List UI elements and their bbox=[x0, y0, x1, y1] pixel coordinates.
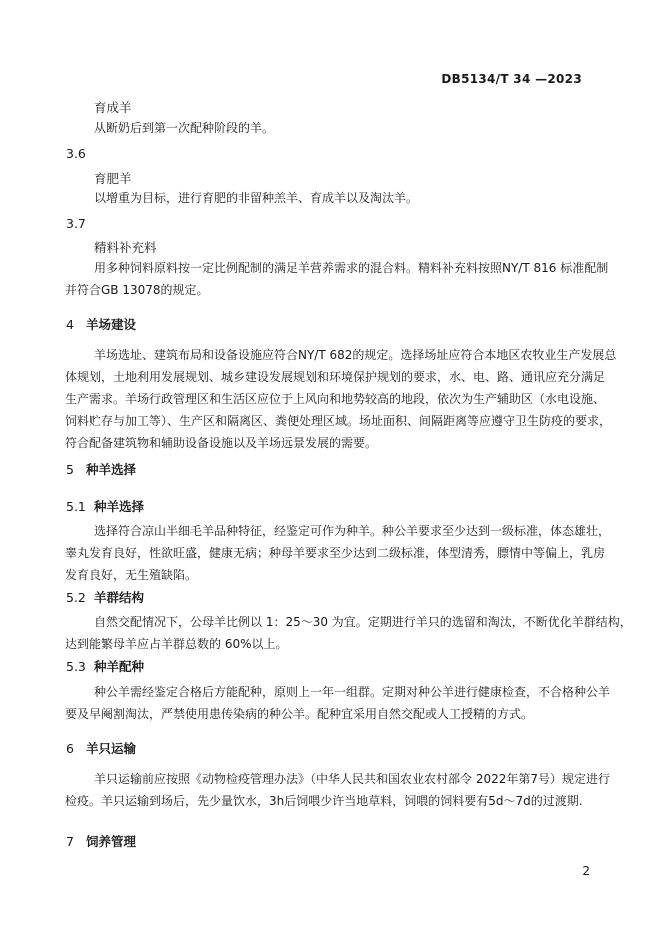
text-line: 并符合GB 13078的规定。 bbox=[65, 283, 209, 297]
text-line: 发育良好，无生殖缺陷。 bbox=[65, 568, 198, 582]
section-number: 7 bbox=[66, 834, 74, 849]
text-line: 达到能繁母羊应占羊群总数的 60%以上。 bbox=[65, 637, 288, 651]
section-title: 饲养管理 bbox=[86, 834, 137, 849]
text-line: 检疫。羊只运输到场后，先少量饮水，3h后饲喂少许当地草料，饲喂的饲料要有5d～7d的过渡期. bbox=[65, 794, 583, 808]
text-line: 种公羊需经鉴定合格后方能配种，原则上一年一组群。定期对种公羊进行健康检查，不合格种公羊 bbox=[94, 685, 611, 699]
section-paragraph bbox=[65, 681, 611, 725]
section-paragraph bbox=[65, 344, 617, 454]
subsection-title: 种羊配种 bbox=[94, 659, 145, 674]
text-line: 体规划，土地利用发展规划、城乡建设发展规划和环境保护规划的要求，水、电、路、通讯应充分满足 bbox=[65, 370, 606, 384]
term-definition bbox=[65, 257, 609, 301]
term-definition: 以增重为目标，进行育肥的非留种羔羊、育成羊以及淘汰羊。 bbox=[94, 191, 419, 205]
clause-number: 3.7 bbox=[66, 216, 86, 231]
text-line: 自然交配情况下，公母羊比例以 1：25～30 为宜。定期进行羊只的选留和淘汰，不断优化羊群结构， bbox=[94, 615, 632, 629]
section-heading bbox=[66, 315, 136, 333]
document-code: DB5134/T 34 —2023 bbox=[441, 72, 582, 86]
text-line: 羊场选址、建筑布局和设备设施应符合NY/T 682的规定。选择场址应符合本地区农牧业生产发展总 bbox=[94, 348, 617, 362]
subsection-heading bbox=[66, 588, 144, 606]
term-title: 育肥羊 bbox=[94, 171, 132, 186]
subsection-title: 种羊选择 bbox=[94, 499, 145, 514]
term-title: 精料补充料 bbox=[94, 240, 157, 255]
section-heading bbox=[66, 832, 136, 850]
section-title: 羊场建设 bbox=[86, 317, 137, 332]
section-paragraph bbox=[65, 520, 611, 586]
section-paragraph bbox=[65, 768, 610, 812]
subsection-number: 5.3 bbox=[66, 659, 86, 674]
text-line: 符合配备建筑物和辅助设备设施以及羊场远景发展的需要。 bbox=[65, 436, 378, 450]
subsection-number: 5.2 bbox=[66, 590, 86, 605]
text-line: 饲料贮存与加工等）、生产区和隔离区、粪便处理区域。场址面积、间隔距离等应遵守卫生防疫的要求， bbox=[65, 414, 612, 428]
text-line: 生产需求。羊场行政管理区和生活区应位于上风向和地势较高的地段，依次为生产辅助区（水电设施、 bbox=[65, 392, 606, 406]
section-number: 5 bbox=[66, 462, 74, 477]
page-number: 2 bbox=[582, 864, 590, 878]
section-title: 羊只运输 bbox=[86, 741, 137, 756]
text-line: 睾丸发育良好，性欲旺盛，健康无病；种母羊要求至少达到二级标准，体型清秀，膘情中等偏上，乳房 bbox=[65, 546, 606, 560]
section-number: 4 bbox=[66, 317, 74, 332]
clause-number: 3.6 bbox=[66, 146, 86, 161]
subsection-number: 5.1 bbox=[66, 499, 86, 514]
section-number: 6 bbox=[66, 741, 74, 756]
section-paragraph bbox=[65, 611, 632, 655]
text-line: 要及早阉割淘汰，严禁使用患传染病的种公羊。配种宜采用自然交配或人工授精的方式。 bbox=[65, 707, 534, 721]
text-line: 选择符合凉山半细毛羊品种特征，经鉴定可作为种羊。种公羊要求至少达到一级标准，体态雄壮， bbox=[94, 524, 611, 538]
subsection-title: 羊群结构 bbox=[94, 590, 145, 605]
text-line: 用多种饲料原料按一定比例配制的满足羊营养需求的混合料。精料补充料按照NY/T 816 标准配制 bbox=[94, 261, 609, 275]
section-heading bbox=[66, 739, 136, 757]
subsection-heading bbox=[66, 657, 144, 675]
term-title: 育成羊 bbox=[94, 100, 132, 115]
section-title: 种羊选择 bbox=[86, 462, 137, 477]
section-heading bbox=[66, 460, 136, 478]
text-line: 羊只运输前应按照《动物检疫管理办法》（中华人民共和国农业农村部令 2022年第7号）规定进行 bbox=[94, 772, 610, 786]
subsection-heading bbox=[66, 497, 144, 515]
term-definition: 从断奶后到第一次配种阶段的羊。 bbox=[94, 121, 275, 135]
